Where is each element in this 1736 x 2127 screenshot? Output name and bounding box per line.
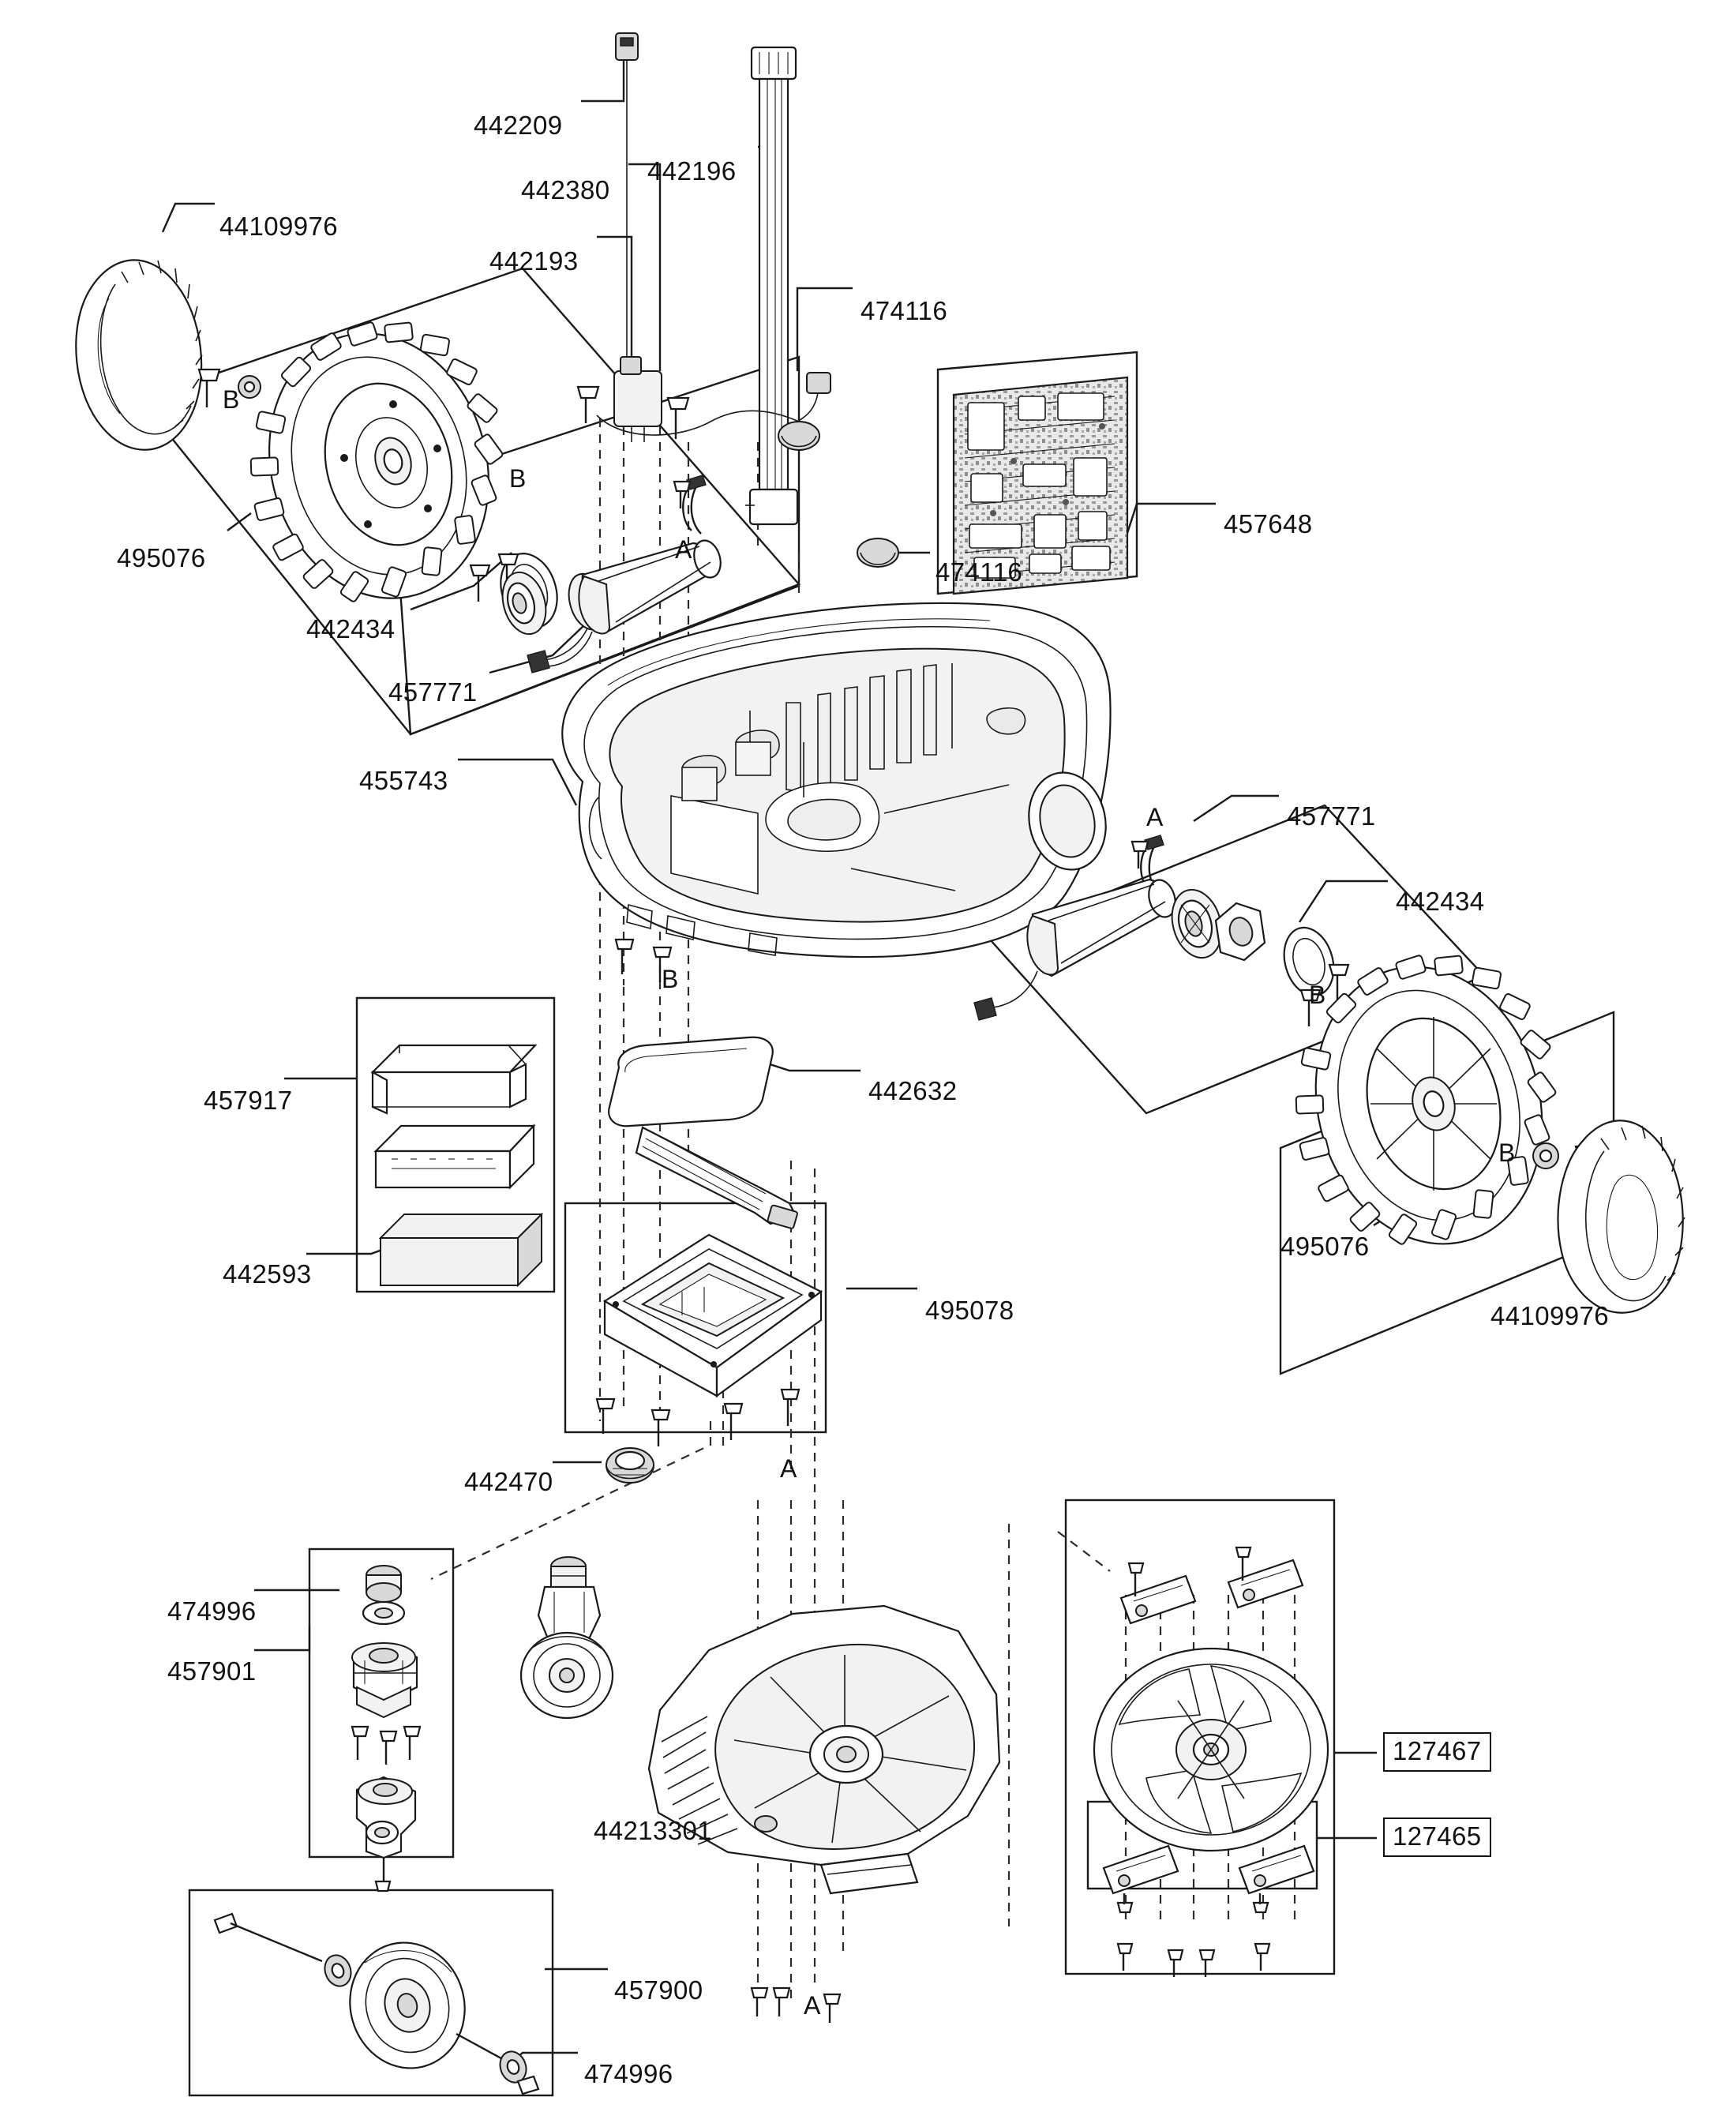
fastener-mark-b-5: B [1498,1139,1516,1167]
fastener-mark-a-2: A [1146,803,1164,831]
part-label-127465: 127465 [1383,1818,1491,1857]
part-label-474116-bottom: 474116 [935,557,1023,587]
part-label-44109976-left: 44109976 [219,212,339,241]
part-label-44109976-right: 44109976 [1490,1301,1610,1330]
part-label-442193: 442193 [489,246,579,276]
fastener-mark-a-4: A [804,1991,821,2020]
part-label-457771-right: 457771 [1287,801,1376,831]
part-label-474996-bottom: 474996 [584,2059,673,2088]
part-label-442434-left: 442434 [306,614,396,643]
part-label-457771-left: 457771 [388,677,478,707]
part-label-442593: 442593 [223,1259,312,1289]
fastener-mark-a-1: A [675,535,692,564]
part-label-442470: 442470 [464,1467,553,1496]
part-label-474116-top: 474116 [861,296,948,325]
part-label-44213301: 44213301 [594,1816,713,1845]
part-label-474996-top: 474996 [167,1596,257,1626]
fastener-mark-b-4: B [1309,981,1326,1009]
part-label-442434-right: 442434 [1396,887,1485,916]
fastener-mark-b-2: B [509,464,527,493]
part-label-442209: 442209 [474,111,563,140]
fastener-mark-b-1: B [223,385,240,414]
part-label-495076-right: 495076 [1280,1232,1370,1261]
part-label-442380: 442380 [521,175,610,204]
part-label-495076-left: 495076 [117,543,206,572]
part-label-442196: 442196 [647,156,737,186]
part-label-127467: 127467 [1383,1732,1491,1772]
part-label-457901: 457901 [167,1656,257,1686]
part-label-457917: 457917 [204,1086,293,1115]
part-label-442632: 442632 [868,1076,958,1105]
part-label-457648: 457648 [1224,509,1313,538]
part-label-455743: 455743 [359,766,448,795]
part-label-495078: 495078 [925,1296,1014,1325]
part-label-457900: 457900 [614,1975,703,2005]
fastener-mark-a-3: A [780,1454,797,1483]
fastener-mark-b-3: B [662,965,679,993]
